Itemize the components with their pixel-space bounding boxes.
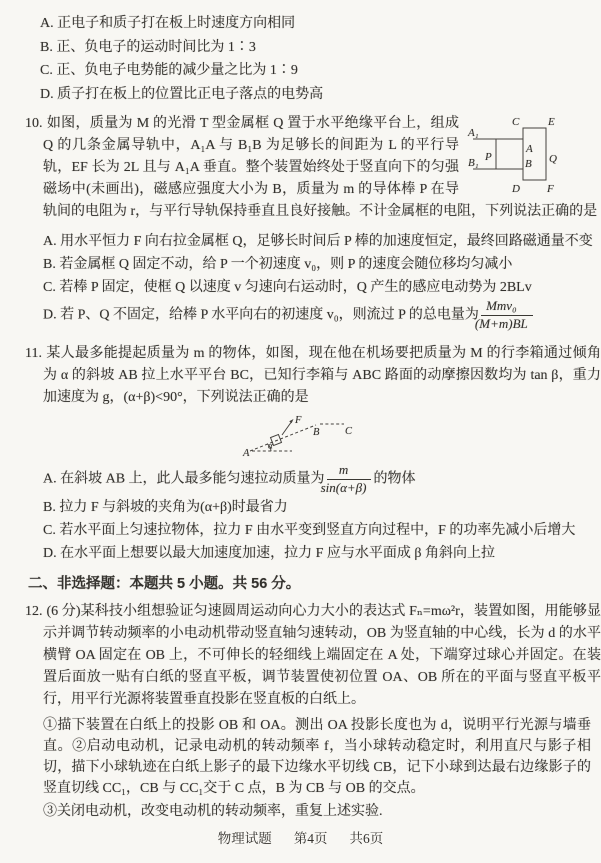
q10-option-d-fraction (474, 298, 533, 332)
q11-stem-text: 某人最多能提起质量为 m 的物体，如图，现在他在机场要把质量为 M 的行李箱通过倾角为 α 的斜坡 AB 拉上水平平台 BC，已知行李箱与 ABC 路面的动摩擦因数均为 tan β，重力加速度为 g，(α+β)<90°，下列说法正确的是 (43, 345, 601, 405)
fraction-numerator: m (338, 461, 349, 477)
q11-option-a (0, 463, 601, 496)
q10-number: 10. (25, 116, 43, 131)
label-a: A (526, 143, 533, 155)
q9-option-d: D. 质子打在板上的位置比正电子落点的电势高 (40, 86, 324, 102)
fraction-denominator: sin(α+β) (327, 479, 372, 496)
fraction-denominator: (M+m)BL (481, 315, 533, 332)
q12-steps-1-2: ①描下装置在白纸上的投影 OB 和 OA。测出 OA 投影长度也为 d，说明平行光源与墙垂直。②启动电动机，记录电动机的转动频率 f，当小球转动稳定时，利用直尺与影子相切，描下小球轨迹在白纸上影子的最下边缘水平切线 CB，记下小球到达最右边缘影子的竖直切线 CC₁，CB 与 CC₁交于 C 点，B 为 CB 与 OB 的交点。 (43, 717, 591, 796)
q10-option-c: C. 若棒 P 固定，使框 Q 以速度 v 匀速向右运动时，Q 产生的感应电动势为 2BLv (43, 280, 532, 295)
q11-option-b: B. 拉力 F 与斜坡的夹角为(α+β)时最省力 (43, 499, 288, 515)
q11-option-d: D. 在水平面上想要以最大加速度加速，拉力 F 应与水平面成 β 角斜向上拉 (43, 545, 496, 561)
footer-page-number: 第4页 (293, 831, 328, 846)
incline-ab (250, 425, 316, 451)
question-10 (0, 113, 601, 332)
q11-figure (240, 413, 601, 461)
q10-stem-paragraph (0, 113, 601, 223)
label-alpha: α (268, 440, 273, 451)
q10-option-d (0, 299, 601, 332)
q10-option-a: A. 用水平恒力 F 向右拉金属框 Q，足够长时间后 P 棒的加速度恒定，最终回路磁通量不变 (43, 234, 593, 249)
q10-option-d-text: D. 若 P、Q 不固定，给棒 P 水平向右的初速度 v₀，则流过 P 的总电量为 (43, 307, 479, 323)
label-b: B (313, 426, 320, 438)
section-2-heading: 二、非选择题：本题共 5 小题。共 56 分。 (28, 575, 301, 592)
label-q: Q (549, 153, 557, 165)
t-frame-diagram (467, 115, 599, 199)
label-b1: B₁ (468, 157, 479, 169)
q12-step-3: ③关闭电动机，改变电动机的转动频率，重复上述实验. (43, 803, 383, 819)
force-arrow-shaft (282, 421, 292, 435)
label-f: F (547, 183, 554, 195)
q12-number: 12. (25, 603, 43, 619)
incline-diagram (240, 413, 365, 459)
label-e: E (548, 116, 555, 128)
page-footer (0, 828, 601, 850)
q12-stem-text: (6 分)某科技小组想验证匀速圆周运动向心力大小的表达式 Fₙ=mω²r，装置如图，用能够显示并调节转动频率的小电动机带动竖直轴匀速转动，OB 为竖直轴的中心线，长为 d 的水平横臂 OA 固定在 OB 上，不可伸长的轻细线上端固定在 A 处，下端穿过球心并固定。在装置后面放一贴有白纸的竖直平板，调节装置使初位置 OA、OB 所在的平面与竖直平板平行，用平行光源将装置垂直投影在竖直板的白纸上。 (43, 603, 601, 707)
q10-option-b: B. 若金属框 Q 固定不动，给 P 一个初速度 v₀，则 P 的速度会随位移均匀减小 (43, 257, 513, 272)
label-d: D (512, 183, 520, 195)
q9-options-block (0, 12, 601, 106)
q9-option-a: A. 正电子和质子打在板上时速度方向相同 (40, 16, 296, 31)
q9-option-b: B. 正、负电子的运动时间比为 1∶3 (40, 39, 256, 55)
label-c: C (345, 425, 353, 437)
q11-option-c: C. 若水平面上匀速拉物体，拉力 F 由水平变到竖直方向过程中，F 的功率先减小后增大 (43, 522, 576, 538)
fraction-numerator: Mmv₀ (486, 298, 517, 313)
q10-figure (467, 115, 601, 195)
label-p: P (485, 151, 492, 163)
label-a1: A₁ (468, 127, 479, 139)
q10-stem-text: 如图，质量为 M 的光滑 T 型金属框 Q 置于水平绝缘平台上，组成 Q 的几条金属导轨中，A₁A 与 B₁B 为足够长的间距为 L 的平行导轨，EF 长为 2L 且与 A₁A 垂直。整个装置始终处于竖直向下的匀强磁场中(未画出)，磁感应强度大小为 B，质量为 m 的导体棒 P 在导轨间的电阻为 r，与平行导轨保持垂直且良好接触。不计金属框的电阻，下列说法正确的是 (43, 116, 598, 219)
label-c: C (512, 116, 520, 128)
label-force-f: F (295, 414, 302, 426)
q12-stem-paragraph (0, 601, 601, 711)
label-a: A (243, 447, 250, 459)
q11-option-a-fraction (320, 461, 372, 496)
footer-doc-title: 物理试题 (217, 831, 272, 846)
q11-stem-paragraph (0, 343, 601, 409)
question-11 (0, 343, 601, 565)
q9-option-c: C. 正、负电子电势能的减少量之比为 1∶9 (40, 63, 298, 78)
q11-option-a-text-after: 的物体 (373, 471, 416, 487)
footer-page-total: 共6页 (349, 831, 384, 846)
question-12 (0, 601, 601, 822)
q11-option-a-text: A. 在斜坡 AB 上，此人最多能匀速拉动质量为 (43, 471, 325, 487)
q11-number: 11. (25, 345, 42, 361)
label-b: B (525, 158, 532, 170)
force-arrow-head (289, 419, 293, 423)
